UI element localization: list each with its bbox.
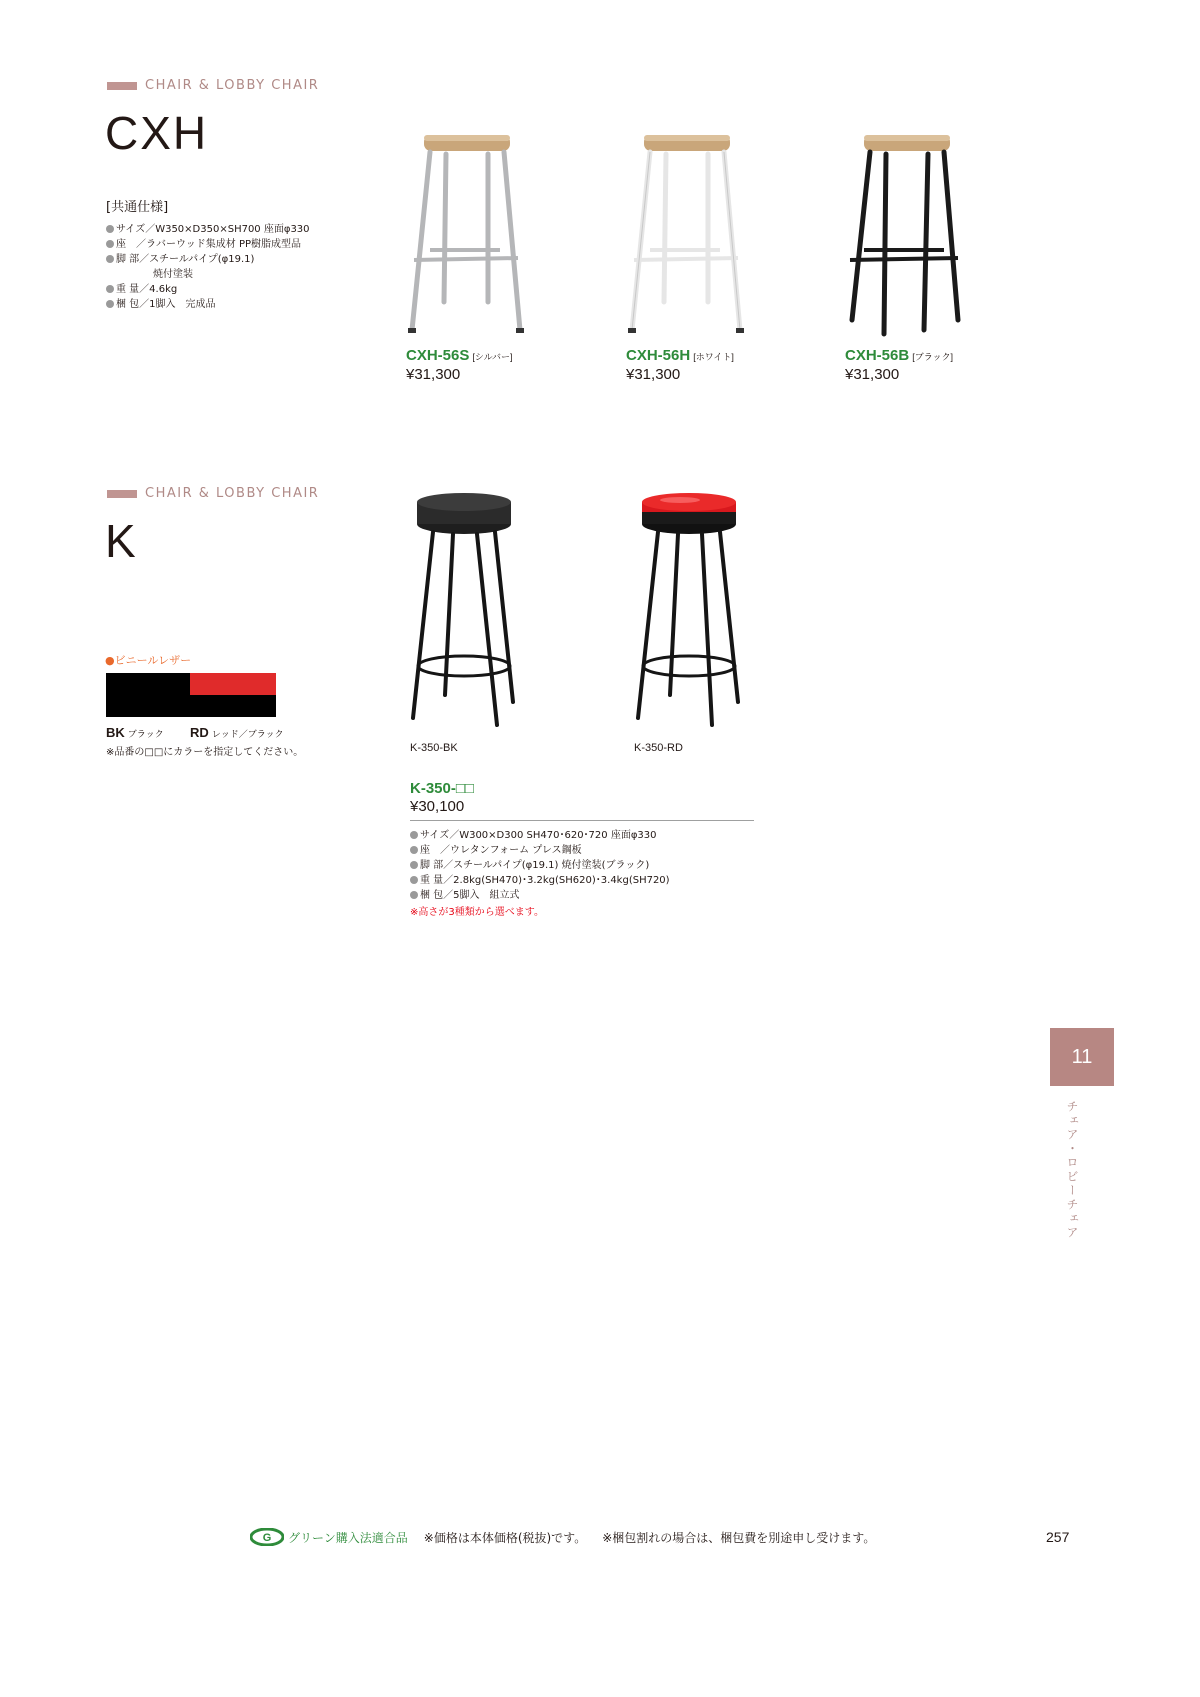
bullet-icon	[410, 861, 418, 869]
bullet-icon	[410, 831, 418, 839]
stool-image-k-black	[405, 490, 525, 730]
product-model: CXH-56S [シルバー]	[406, 347, 513, 364]
green-mark: G グリーン購入法適合品	[250, 1528, 408, 1546]
spec-list	[410, 828, 670, 918]
chapter-tab[interactable]: 11	[1050, 1028, 1114, 1086]
chapter-tab-label: チェア・ロビーチェア	[1065, 1100, 1079, 1240]
bullet-icon	[106, 255, 114, 263]
bullet-icon	[106, 240, 114, 248]
spec-line: 脚 部／スチールパイプ(φ19.1) 焼付塗装(ブラック)	[410, 858, 670, 873]
product-variant: [ブラック]	[912, 352, 954, 362]
product-variant: [ホワイト]	[693, 352, 734, 362]
spec-line: 焼付塗装	[153, 269, 193, 280]
spec-line: サイズ／W350×D350×SH700 座面φ330	[106, 222, 310, 237]
common-spec-heading: [共通仕様]	[106, 200, 169, 215]
spec-line: 梱 包／5脚入 組立式	[410, 888, 670, 903]
material-label: ●ビニールレザー	[105, 654, 192, 667]
bullet-icon	[410, 876, 418, 884]
category-bar	[107, 490, 137, 498]
height-note: ※高さが3種類から選べます。	[410, 907, 544, 918]
stool-image-black	[840, 130, 970, 340]
stool-image-k-red	[630, 490, 750, 730]
spec-line: 脚 部／スチールパイプ(φ19.1)	[106, 252, 310, 267]
spec-line: 重 量／4.6kg	[106, 282, 310, 297]
image-caption: K-350-BK	[410, 742, 458, 754]
page-number: 257	[1046, 1529, 1070, 1545]
product-price: ¥31,300	[845, 366, 900, 383]
product-variant: [シルバー]	[472, 352, 513, 362]
category-label: CHAIR & LOBBY CHAIR	[145, 78, 320, 93]
series-title: K	[105, 515, 138, 567]
product-price: ¥31,300	[626, 366, 681, 383]
stool-image-white	[620, 130, 750, 340]
bullet-icon	[410, 846, 418, 854]
swatch-red-black	[190, 673, 276, 717]
spec-line: 座 ／ウレタンフォーム プレス鋼板	[410, 843, 670, 858]
tax-note: ※価格は本体価格(税抜)です。	[423, 1530, 587, 1545]
spec-line: 座 ／ラバーウッド集成材 PP樹脂成型品	[106, 237, 310, 252]
green-purchase-icon	[250, 1528, 284, 1546]
spec-line: 梱 包／1脚入 完成品	[106, 297, 310, 312]
product-price: ¥30,100	[410, 798, 465, 815]
image-caption: K-350-RD	[634, 742, 683, 754]
product-model: K-350-□□	[410, 780, 474, 797]
category-bar	[107, 82, 137, 90]
bullet-icon	[106, 300, 114, 308]
swatch-black	[106, 673, 192, 717]
bullet-icon	[106, 225, 114, 233]
product-price: ¥31,300	[406, 366, 461, 383]
packaging-note: ※梱包割れの場合は、梱包費を別途申し受けます。	[602, 1530, 876, 1545]
bullet-icon	[106, 285, 114, 293]
divider	[410, 820, 754, 821]
series-title: CXH	[105, 107, 209, 159]
swatch-note: ※品番の□□にカラーを指定してください。	[106, 747, 304, 758]
stool-image-silver	[400, 130, 530, 340]
swatch-code: RD レッド／ブラック	[190, 725, 284, 740]
spec-list	[106, 222, 310, 312]
spec-line: サイズ／W300×D300 SH470･620･720 座面φ330	[410, 828, 670, 843]
product-model: CXH-56H [ホワイト]	[626, 347, 734, 364]
bullet-icon	[410, 891, 418, 899]
swatch-code: BK ブラック	[106, 725, 164, 740]
product-model: CXH-56B [ブラック]	[845, 347, 954, 364]
category-label: CHAIR & LOBBY CHAIR	[145, 486, 320, 501]
spec-line: 重 量／2.8kg(SH470)･3.2kg(SH620)･3.4kg(SH720)	[410, 873, 670, 888]
footer	[250, 1528, 875, 1546]
svg-text:G: G	[262, 1532, 272, 1544]
